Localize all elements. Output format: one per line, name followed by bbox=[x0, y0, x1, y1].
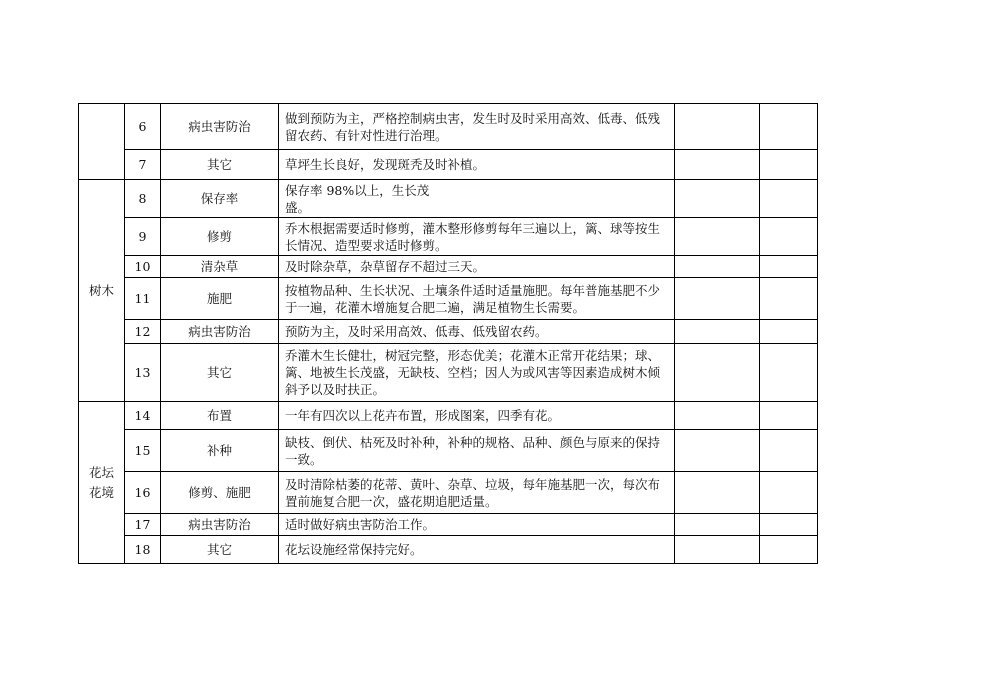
category-cell-lawn bbox=[79, 104, 125, 180]
standard-text: 乔灌木生长健壮，树冠完整，形态优美；花灌木正常开花结果；球、篱、地被生长茂盛，无缺枝、空档；因人为或风害等因素造成树木倾斜予以及时扶正。 bbox=[279, 344, 675, 402]
item-name: 清杂草 bbox=[161, 256, 279, 278]
row-number: 15 bbox=[125, 430, 161, 472]
standard-text bbox=[279, 180, 675, 218]
empty-cell bbox=[760, 320, 818, 344]
empty-cell bbox=[760, 536, 818, 564]
empty-cell bbox=[675, 430, 760, 472]
item-name: 布置 bbox=[161, 402, 279, 430]
empty-cell bbox=[675, 150, 760, 180]
row-number: 10 bbox=[125, 256, 161, 278]
standard-text: 预防为主，及时采用高效、低毒、低残留农药。 bbox=[279, 320, 675, 344]
table-row bbox=[79, 218, 818, 256]
standard-text: 缺枝、倒伏、枯死及时补种，补种的规格、品种、颜色与原来的保持一致。 bbox=[279, 430, 675, 472]
empty-cell bbox=[675, 402, 760, 430]
empty-cell bbox=[675, 320, 760, 344]
empty-cell bbox=[760, 344, 818, 402]
row-number: 8 bbox=[125, 180, 161, 218]
empty-cell bbox=[760, 472, 818, 514]
table-row bbox=[79, 472, 818, 514]
standard-text: 做到预防为主，严格控制病虫害，发生时及时采用高效、低毒、低残留农药、有针对性进行治理。 bbox=[279, 104, 675, 150]
item-name: 其它 bbox=[161, 536, 279, 564]
empty-cell bbox=[675, 256, 760, 278]
table-row bbox=[79, 402, 818, 430]
row-number: 13 bbox=[125, 344, 161, 402]
table-row bbox=[79, 320, 818, 344]
row-number: 7 bbox=[125, 150, 161, 180]
empty-cell bbox=[760, 514, 818, 536]
empty-cell bbox=[760, 180, 818, 218]
item-name: 其它 bbox=[161, 150, 279, 180]
standard-text: 及时清除枯萎的花蒂、黄叶、杂草、垃圾，每年施基肥一次，每次布置前施复合肥一次，盛花期追肥适量。 bbox=[279, 472, 675, 514]
table-row bbox=[79, 536, 818, 564]
standard-text: 适时做好病虫害防治工作。 bbox=[279, 514, 675, 536]
empty-cell bbox=[675, 472, 760, 514]
category-label bbox=[89, 463, 114, 503]
item-name: 施肥 bbox=[161, 278, 279, 320]
table-row bbox=[79, 344, 818, 402]
empty-cell bbox=[675, 104, 760, 150]
row-number: 17 bbox=[125, 514, 161, 536]
empty-cell bbox=[675, 278, 760, 320]
standard-text: 乔木根据需要适时修剪，灌木整形修剪每年三遍以上，篱、球等按生长情况、造型要求适时修剪。 bbox=[279, 218, 675, 256]
item-name: 补种 bbox=[161, 430, 279, 472]
empty-cell bbox=[760, 218, 818, 256]
standard-text: 一年有四次以上花卉布置，形成图案，四季有花。 bbox=[279, 402, 675, 430]
row-number: 6 bbox=[125, 104, 161, 150]
item-name: 病虫害防治 bbox=[161, 514, 279, 536]
item-name: 修剪、施肥 bbox=[161, 472, 279, 514]
item-name: 病虫害防治 bbox=[161, 320, 279, 344]
category-flowerbed bbox=[79, 402, 125, 564]
empty-cell bbox=[675, 536, 760, 564]
empty-cell bbox=[675, 218, 760, 256]
table-row bbox=[79, 278, 818, 320]
table-row bbox=[79, 514, 818, 536]
row-number: 14 bbox=[125, 402, 161, 430]
row-number: 11 bbox=[125, 278, 161, 320]
row-number: 18 bbox=[125, 536, 161, 564]
standard-line: 保存率 98%以上，生长茂 bbox=[285, 182, 430, 198]
empty-cell bbox=[675, 344, 760, 402]
category-label-line: 花境 bbox=[88, 484, 114, 500]
standards-table bbox=[78, 103, 818, 564]
standard-text: 草坪生长良好，发现斑秃及时补植。 bbox=[279, 150, 675, 180]
row-number: 16 bbox=[125, 472, 161, 514]
category-label: 树木 bbox=[88, 282, 114, 298]
empty-cell bbox=[760, 256, 818, 278]
empty-cell bbox=[760, 430, 818, 472]
empty-cell bbox=[675, 180, 760, 218]
empty-cell bbox=[760, 278, 818, 320]
item-name: 其它 bbox=[161, 344, 279, 402]
item-name: 修剪 bbox=[161, 218, 279, 256]
category-label-line: 花坛 bbox=[88, 464, 114, 480]
item-name: 病虫害防治 bbox=[161, 104, 279, 150]
category-trees bbox=[79, 180, 125, 402]
table-row bbox=[79, 256, 818, 278]
empty-cell bbox=[760, 402, 818, 430]
table-row bbox=[79, 104, 818, 150]
standard-text: 花坛设施经常保持完好。 bbox=[279, 536, 675, 564]
standard-line: 盛。 bbox=[285, 199, 311, 215]
empty-cell bbox=[760, 104, 818, 150]
table-row bbox=[79, 180, 818, 218]
table-row bbox=[79, 150, 818, 180]
row-number: 9 bbox=[125, 218, 161, 256]
table-row bbox=[79, 430, 818, 472]
empty-cell bbox=[760, 150, 818, 180]
empty-cell bbox=[675, 514, 760, 536]
item-name: 保存率 bbox=[161, 180, 279, 218]
standard-text: 及时除杂草，杂草留存不超过三天。 bbox=[279, 256, 675, 278]
row-number: 12 bbox=[125, 320, 161, 344]
standard-text: 按植物品种、生长状况、土壤条件适时适量施肥。每年普施基肥不少于一遍，花灌木增施复合肥二遍，满足植物生长需要。 bbox=[279, 278, 675, 320]
